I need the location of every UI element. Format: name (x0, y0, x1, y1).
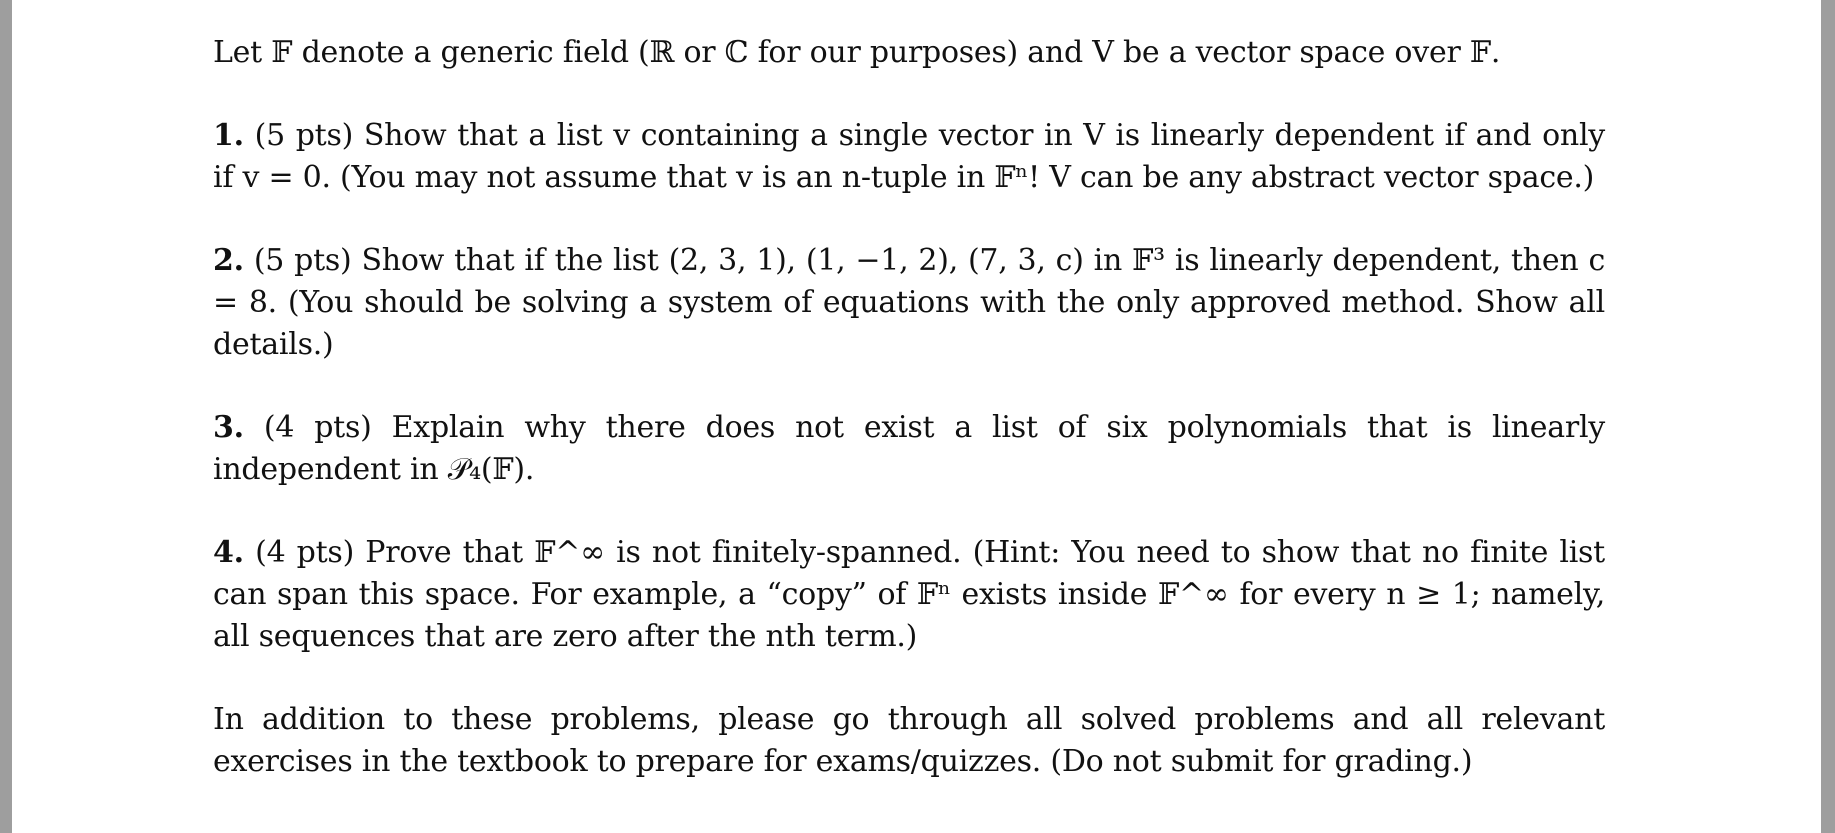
problem-text: (4 pts) Prove that 𝔽^∞ is not finitely-spanned. (Hint: You need to show that no finite list can span this space. For example, a “copy” of 𝔽ⁿ exists inside 𝔽^∞ for every n ≥ 1; namely, all sequences that are zero after the nth term.) (213, 535, 1605, 654)
problem-text: (5 pts) Show that if the list (2, 3, 1), (1, −1, 2), (7, 3, c) in 𝔽³ is linearly dependent, then c = 8. (You should be solving a system of equations with the only approved method. Show all details.) (213, 243, 1605, 362)
problem-3 (213, 407, 1605, 491)
problem-2 (213, 240, 1605, 366)
right-scroll-bar[interactable] (1821, 0, 1835, 833)
problem-number: 3. (213, 410, 244, 445)
problem-number: 4. (213, 535, 244, 570)
problem-4 (213, 532, 1605, 658)
intro-paragraph: Let 𝔽 denote a generic field (ℝ or ℂ for our purposes) and V be a vector space over 𝔽. (213, 35, 1501, 70)
document-page (213, 32, 1605, 824)
problem-1 (213, 115, 1605, 199)
problem-text: (5 pts) Show that a list v containing a single vector in V is linearly dependent if and only if v = 0. (You may not assume that v is an n-tuple in 𝔽ⁿ! V can be any abstract vector space.) (213, 118, 1605, 195)
problem-number: 2. (213, 243, 244, 278)
problem-text: (4 pts) Explain why there does not exist a list of six polynomials that is linearly independent in 𝒫₄(𝔽). (213, 410, 1605, 487)
problem-number: 1. (213, 118, 244, 153)
closing-paragraph: In addition to these problems, please go through all solved problems and all relevant exercises in the textbook to prepare for exams/quizzes. (Do not submit for grading.) (213, 702, 1605, 779)
left-margin-bar (0, 0, 12, 833)
